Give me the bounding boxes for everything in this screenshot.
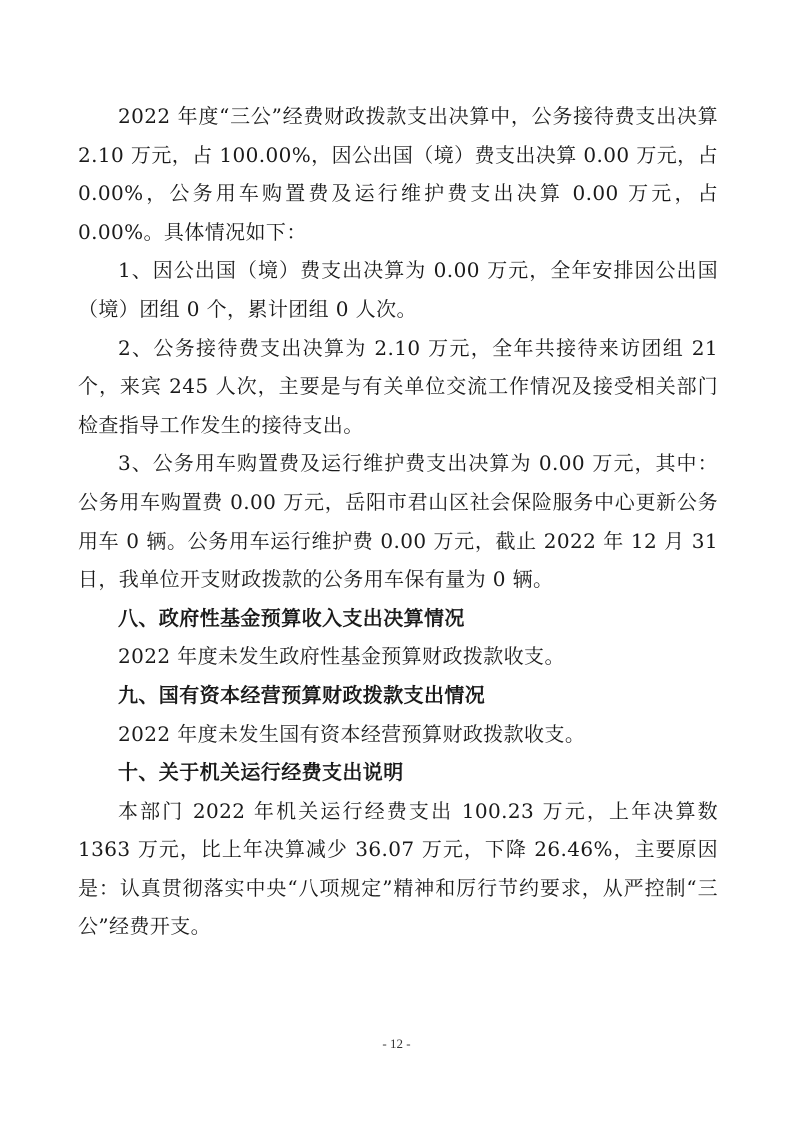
- heading-operating-expenses: 十、关于机关运行经费支出说明: [118, 760, 404, 785]
- paragraph-overseas-travel: 1、因公出国（境）费支出决算为 0.00 万元，全年安排因公出国（境）团组 0 个，累计团组 0 人次。: [78, 258, 718, 321]
- paragraph-operating-expenses: 本部门 2022 年机关运行经费支出 100.23 万元，上年决算数 1363 万元，比上年决算减少 36.07 万元，下降 26.46%，主要原因是：认真贯彻落实中央“八项规定”精神和厉行节约要求，从严控制“三公”经费开支。: [78, 798, 718, 939]
- page-number: - 12 -: [382, 1036, 411, 1051]
- paragraph-government-fund: 2022 年度未发生政府性基金预算财政拨款收支。: [118, 644, 565, 669]
- heading-government-fund: 八、政府性基金预算收入支出决算情况: [118, 605, 465, 630]
- paragraph-state-capital: 2022 年度未发生国有资本经营预算财政拨款收支。: [118, 721, 586, 746]
- paragraph-reception: 2、公务接待费支出决算为 2.10 万元，全年共接待来访团组 21 个，来宾 245 人次，主要是与有关单位交流工作情况及接受相关部门检查指导工作发生的接待支出。: [78, 335, 718, 437]
- document-body: [78, 97, 718, 946]
- paragraph-three-public-summary: 2022 年度“三公”经费财政拨款支出决算中，公务接待费支出决算 2.10 万元，占 100.00%，因公出国（境）费支出决算 0.00 万元，占 0.00%，公务用车购置费及运行维护费支出决算 0.00 万元，占 0.00%。具体情况如下：: [78, 104, 718, 244]
- heading-state-capital: 九、国有资本经营预算财政拨款支出情况: [118, 682, 486, 707]
- paragraph-official-vehicles: 3、公务用车购置费及运行维护费支出决算为 0.00 万元，其中：公务用车购置费 0.00 万元，岳阳市君山区社会保险服务中心更新公务用车 0 辆。公务用车运行维护费 0.00 万元，截止 2022 年 12 月 31 日，我单位开支财政拨款的公务用车保有量为 0 辆。: [78, 451, 718, 592]
